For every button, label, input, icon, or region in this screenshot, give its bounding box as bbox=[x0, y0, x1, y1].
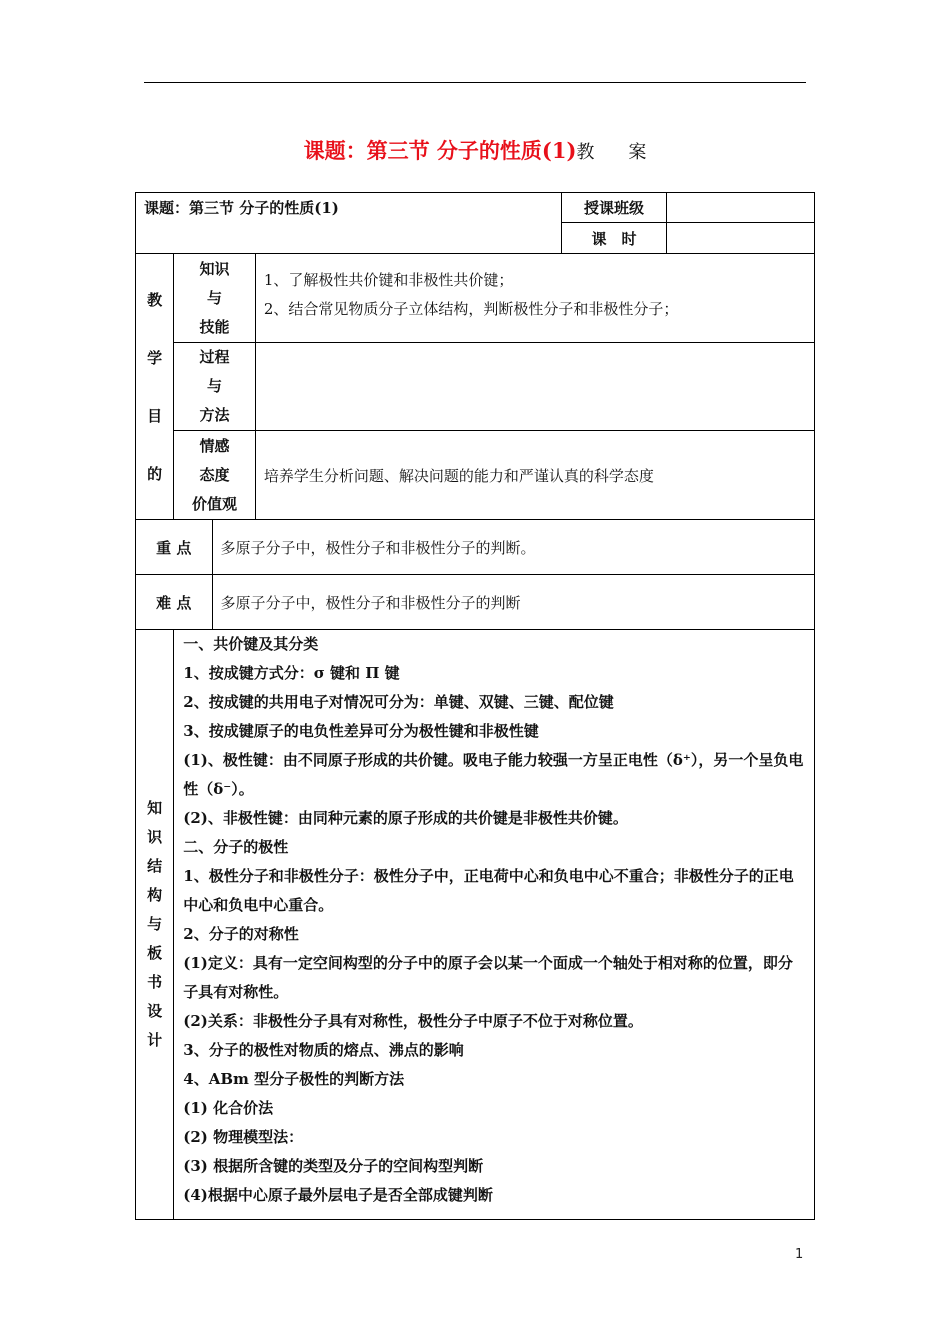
knowledge-line: (2)、非极性键：由同种元素的原子形成的共价键是非极性共价键。 bbox=[183, 809, 628, 827]
knowledge-line: (1)定义：具有一定空间构型的分子中的原子会以某一个面成一个轴处于相对称的位置，即分子具有对称性。 bbox=[183, 954, 793, 1001]
difficulty-content: 多原子分子中，极性分子和非极性分子的判断 bbox=[212, 575, 814, 630]
page-title bbox=[0, 136, 950, 168]
knowledge-line: 3、按成键原子的电负性差异可分为极性键和非极性键 bbox=[183, 722, 539, 740]
knowledge-line: 2、分子的对称性 bbox=[183, 925, 299, 943]
key-point-content: 多原子分子中，极性分子和非极性分子的判断。 bbox=[212, 520, 814, 575]
page-title-word-2: 案 bbox=[628, 142, 647, 163]
knowledge-line: 4、ABm 型分子极性的判断方法 bbox=[183, 1070, 405, 1088]
knowledge-line: 1、极性分子和非极性分子：极性分子中，正电荷中心和负电中心不重合；非极性分子的正电中心和负电中心重合。 bbox=[183, 867, 794, 914]
objective-content-knowledge: 1、了解极性共价键和非极性共价键； 2、结合常见物质分子立体结构，判断极性分子和非极性分子； bbox=[255, 254, 814, 343]
knowledge-line: (1) 化合价法 bbox=[183, 1099, 274, 1117]
hours-label: 课 时 bbox=[562, 223, 667, 254]
objectives-label: 教 学 目 的 bbox=[136, 254, 174, 520]
knowledge-line: (2)关系：非极性分子具有对称性，极性分子中原子不位于对称位置。 bbox=[183, 1012, 643, 1030]
objective-content-process bbox=[255, 343, 814, 431]
page-title-topic: 课题：第三节 分子的性质(1) bbox=[303, 138, 577, 163]
lesson-plan-table bbox=[135, 192, 815, 1220]
knowledge-line: 二、分子的极性 bbox=[183, 838, 289, 856]
knowledge-line: (3) 根据所含键的类型及分子的空间构型判断 bbox=[183, 1157, 484, 1175]
objective-category-attitude: 情感 态度 价值观 bbox=[174, 431, 256, 520]
knowledge-line: (1)、极性键：由不同原子形成的共价键。吸电子能力较强一方呈正电性（δ⁺），另一个呈负电性（δ⁻）。 bbox=[183, 751, 804, 798]
header-rule bbox=[144, 82, 806, 83]
objective-category-knowledge: 知识 与 技能 bbox=[174, 254, 256, 343]
knowledge-line: 3、分子的极性对物质的熔点、沸点的影响 bbox=[183, 1041, 464, 1059]
key-point-label: 重 点 bbox=[136, 520, 213, 575]
knowledge-content bbox=[174, 630, 815, 1220]
page-number: 1 bbox=[795, 1247, 804, 1262]
topic-cell: 课题：第三节 分子的性质(1) bbox=[136, 193, 562, 254]
knowledge-line: (4)根据中心原子最外层电子是否全部成键判断 bbox=[183, 1186, 493, 1204]
class-value bbox=[666, 193, 814, 223]
objective-category-process: 过程 与 方法 bbox=[174, 343, 256, 431]
knowledge-line: (2) 物理模型法： bbox=[183, 1128, 304, 1146]
objective-content-attitude: 培养学生分析问题、解决问题的能力和严谨认真的科学态度 bbox=[255, 431, 814, 520]
difficulty-label: 难 点 bbox=[136, 575, 213, 630]
knowledge-line: 1、按成键方式分：σ 键和 П 键 bbox=[183, 664, 400, 682]
knowledge-line: 一、共价键及其分类 bbox=[183, 635, 319, 653]
hours-value bbox=[666, 223, 814, 254]
knowledge-label: 知 识 结 构 与 板 书 设 计 bbox=[136, 630, 174, 1220]
page-title-word-1: 教 bbox=[576, 142, 595, 163]
class-label: 授课班级 bbox=[562, 193, 667, 223]
knowledge-line: 2、按成键的共用电子对情况可分为：单键、双键、三键、配位键 bbox=[183, 693, 614, 711]
